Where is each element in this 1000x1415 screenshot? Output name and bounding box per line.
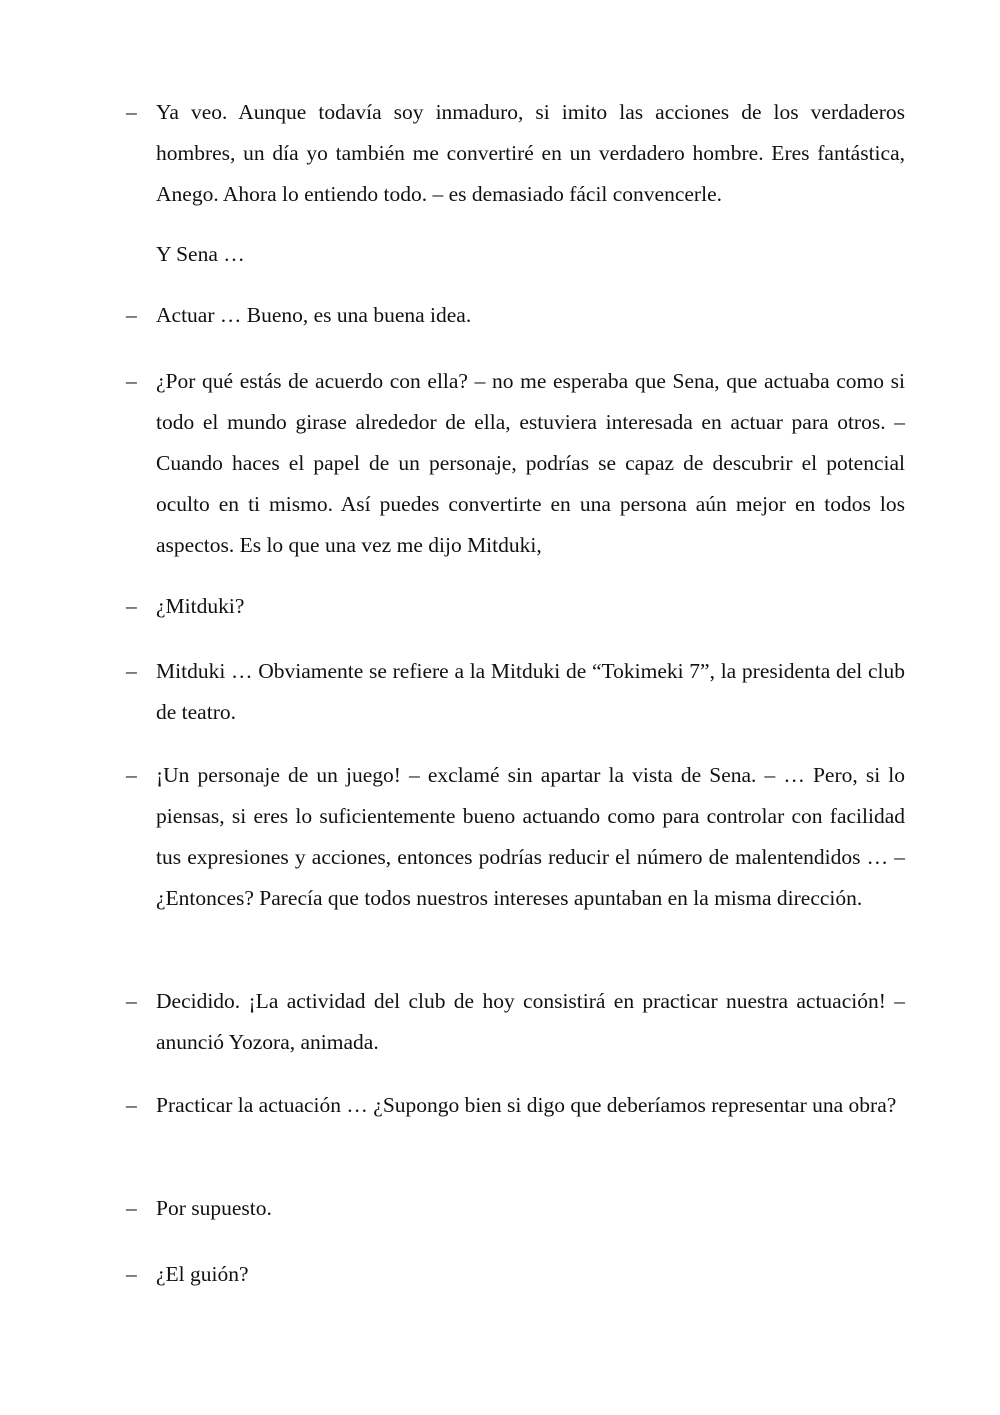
- paragraph-2: Y Sena …: [156, 242, 245, 266]
- paragraph-5: ¿Mitduki?: [156, 594, 245, 618]
- dialogue-dash: –: [126, 369, 137, 393]
- dialogue-dash: –: [126, 1196, 137, 1220]
- paragraph-4: ¿Por qué estás de acuerdo con ella? – no me esperaba que Sena, que actuaba como si todo el mundo girase alrededor de ella, estuviera interesada en actuar para otros. – Cuando haces el papel de un personaje, podrías se capaz de descubrir el potencial oculto en ti mismo. Así puedes convertirte en una persona aún mejor en todos los aspectos. Es lo que una vez me dijo Mitduki,: [156, 369, 905, 557]
- dialogue-dash: –: [126, 594, 137, 618]
- paragraph-8: Decidido. ¡La actividad del club de hoy consistirá en practicar nuestra actuación! – anunció Yozora, animada.: [156, 989, 905, 1054]
- dialogue-dash: –: [126, 303, 137, 327]
- paragraph-9: Practicar la actuación … ¿Supongo bien si digo que deberíamos representar una obra?: [156, 1093, 897, 1117]
- dialogue-dash: –: [126, 100, 137, 124]
- paragraph-3: Actuar … Bueno, es una buena idea.: [156, 303, 472, 327]
- dialogue-dash: –: [126, 1262, 137, 1286]
- paragraph-10: Por supuesto.: [156, 1196, 272, 1220]
- dialogue-dash: –: [126, 763, 137, 787]
- paragraph-1: Ya veo. Aunque todavía soy inmaduro, si imito las acciones de los verdaderos hombres, un día yo también me convertiré en un verdadero hombre. Eres fantástica, Anego. Ahora lo entiendo todo. – es demasiado fácil convencerle.: [156, 100, 905, 206]
- paragraph-6: Mitduki … Obviamente se refiere a la Mitduki de “Tokimeki 7”, la presidenta del club de teatro.: [156, 659, 905, 724]
- paragraph-7: ¡Un personaje de un juego! – exclamé sin apartar la vista de Sena. – … Pero, si lo piensas, si eres lo suficientemente bueno actuando como para controlar con facilidad tus expresiones y acciones, entonces podrías reducir el número de malentendidos … – ¿Entonces? Parecía que todos nuestros intereses apuntaban en la misma dirección.: [156, 763, 905, 910]
- paragraph-11: ¿El guión?: [156, 1262, 249, 1286]
- dialogue-dash: –: [126, 1093, 137, 1117]
- dialogue-dash: –: [126, 989, 137, 1013]
- dialogue-dash: –: [126, 659, 137, 683]
